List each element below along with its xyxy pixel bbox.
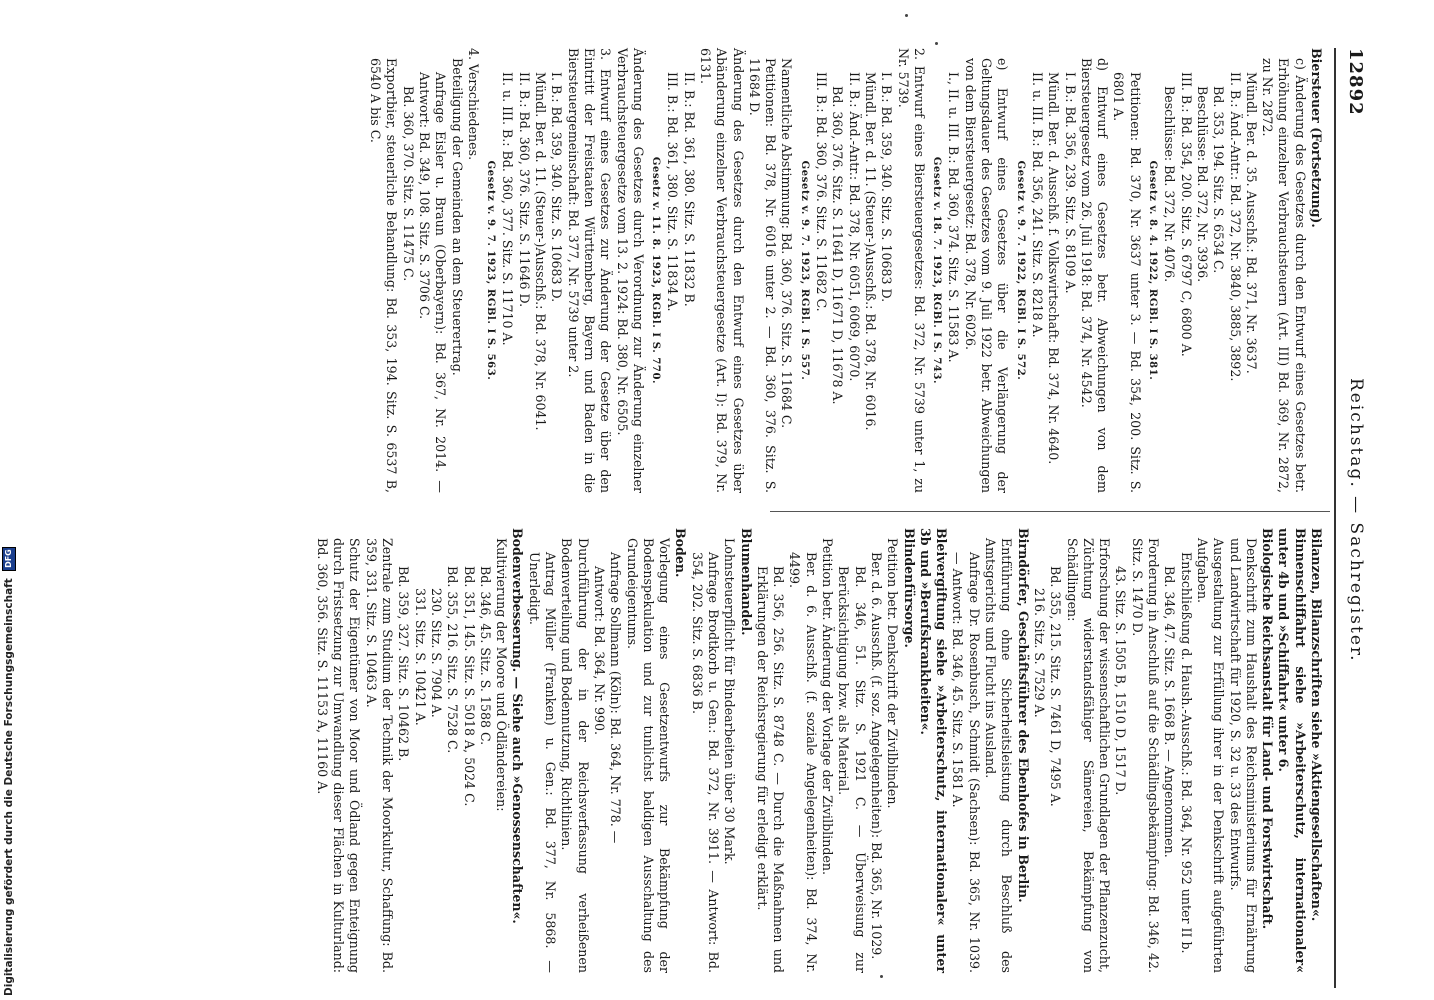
footer-text: Digitalisierung gefördert durch die Deutsche Forschungsgemeinschaft xyxy=(3,578,15,996)
index-entry: Beschlüsse: Bd. 372, Nr. 3936. xyxy=(1194,86,1210,283)
index-entry: Anfrage Sollmann (Köln): Bd. 364, Nr. 778. — xyxy=(608,552,624,844)
right-column xyxy=(314,528,1324,973)
index-entry: 43. Sitz. S. 1505 B, 1510 D, 1517 D. xyxy=(1113,566,1129,796)
index-entry: Kultivierung der Moore und Ödländereien: xyxy=(494,538,510,812)
index-entry: II. u. III. B.: Bd. 356, 241. Sitz. S. 8218 A. xyxy=(1029,72,1045,338)
index-entry: Bd. 360, 376. Sitz. S. 11641 D, 11671 D, 11678 A. xyxy=(830,86,846,405)
index-entry: Ber. d. 6. Ausschß. (f. soziale Angelegenheiten): Bd. 374, Nr. 4499. xyxy=(787,552,819,973)
index-entry: 216. Sitz. S. 7529 A. xyxy=(1031,588,1047,718)
index-entry: Bd. 360, 370. Sitz. S. 11475 C. xyxy=(400,86,416,282)
index-entry: c) Änderung des Gesetzes durch den Entwurf eines Gesetzes betr. Erhöhung einzelner Verbrauchsteuern (Art. III) Bd. 369, Nr. 2872, zu Nr. 2872. xyxy=(1260,58,1308,493)
index-entry: e) Entwurf eines Gesetzes über die Verlängerung der Geltungsdauer des Gesetzes vom 9. Juli 1922 betr. Abweichungen von dem Biersteuergesetz: Bd. 378, Nr. 6026. xyxy=(962,58,1011,493)
dfg-logo-icon: DFG xyxy=(2,547,16,571)
index-entry: II. B.: Bd. 361, 380. Sitz. S. 11832 B. xyxy=(681,72,697,307)
index-entry: Forderung in Anschluß auf die Schädlingsbekämpfung: Bd. 346, 42. Sitz. S. 1470 D. xyxy=(1129,538,1162,973)
index-heading-entry: Blindenfürsorge. xyxy=(901,528,917,648)
index-entry: Petition betr. Änderung der Vorlage der Zivilblinden. xyxy=(820,538,836,875)
index-entry: Erforschung der wissenschaftlichen Grundlagen der Pflanzenzucht, Züchtung widerstandsfähiger Sämereien, Bekämpfung von Schädlingen: xyxy=(1064,538,1113,973)
index-entry: 230. Sitz. S. 7904 A. xyxy=(428,588,444,718)
index-entry: d) Entwurf eines Gesetzes betr. Abweichungen von dem Biersteuergesetz vom 26. Juli 1918: Bd. 374, Nr. 4542. xyxy=(1078,58,1111,493)
law-citation: Gesetz v. 9. 7. 1922, RGBl. I S. 572. xyxy=(1014,160,1026,381)
index-entry: Lohnsteuerpflicht für Bindearbeiten über 30 Mark. xyxy=(722,538,738,865)
left-column xyxy=(367,48,1324,493)
index-entry: Bd. 356, 256. Sitz. S. 8748 C. — Durch die Maßnahmen und Erklärungen der Reichsregierung für erledigt erklärt. xyxy=(754,566,787,973)
index-entry: Bd. 351, 145. Sitz. S. 5018 A, 5024 C. xyxy=(461,566,477,807)
header-rule xyxy=(1335,48,1337,988)
index-entry: Mündl. Ber. d. Ausschß. f. Volkswirtschaft: Bd. 374, Nr. 4640. xyxy=(1046,72,1062,465)
index-entry: Bd. 355, 216. Sitz. S. 7528 C. xyxy=(445,566,461,754)
index-heading-entry: Binnenschiffahrt siehe »Arbeiterschutz, internationaler« unter 4b und »Schiffahrt« unter 6. xyxy=(1276,528,1308,973)
law-citation: Gesetz v. 9. 7. 1923, RGBl. I S. 563. xyxy=(485,160,497,381)
index-entry: Namentliche Abstimmung: Bd. 360, 376. Sitz. S. 11684 C. xyxy=(779,58,795,429)
index-entry: Anfrage Brodtkorb u. Gen.: Bd. 372, Nr. 3911. — Antwort: Bd. 354, 202. Sitz. S. 6836 B. xyxy=(689,552,722,973)
index-entry: Entschließung d. Haush.-Ausschß.: Bd. 364, Nr. 952 unter II b. xyxy=(1178,552,1194,954)
index-entry: III. B.: Bd. 361, 380. Sitz. S. 11834 A. xyxy=(665,72,681,312)
index-entry: Bd. 346, 45. Sitz. S. 1588 C. xyxy=(477,566,493,746)
index-entry: Exportbier, steuerliche Behandlung: Bd. 353, 194. Sitz. S. 6537 B, 6540 A bis C. xyxy=(368,58,400,493)
index-entry: Anfrage Dr. Rosenbusch, Schmidt (Sachsen): Bd. 365, Nr. 1039. — Antwort: Bd. 346, 45. Sitz. S. 1581 A. xyxy=(950,552,982,973)
index-entry: Zentrale zum Studium der Technik der Moorkultur, Schaffung: Bd. 359, 331. Sitz. S. 10463 A. xyxy=(363,538,396,973)
scan-speck xyxy=(880,975,883,978)
index-entry: Mündl. Ber. d. 11. (Steuer-)Ausschß.: Bd. 378, Nr. 6016. xyxy=(862,72,878,431)
index-entry: III. B.: Bd. 354, 200. Sitz. S. 6797 C, 6800 A. xyxy=(1178,72,1194,357)
law-citation: Gesetz v. 8. 4. 1922, RGBl. I S. 381. xyxy=(1147,160,1159,381)
index-heading-entry: Boden. xyxy=(673,528,689,578)
index-entry: Petitionen: Bd. 378, Nr. 6016 unter 2. — Bd. 360, 376. Sitz. S. 11684 D. xyxy=(746,58,779,493)
index-entry: Ausgestaltung zur Erfüllung ihrer in der Denkschrift aufgeführten Aufgaben. xyxy=(1194,538,1227,973)
index-entry: Mündl. Ber. d. 35. Ausschß.: Bd. 371, Nr. 3637. xyxy=(1243,72,1259,374)
index-entry: II. B.: Änd.-Antr.: Bd. 372, Nr. 3840, 3885, 3892. xyxy=(1227,72,1243,382)
index-entry: II. B.: Änd.-Antr.: Bd. 378, Nr. 6051, 6069, 6070. xyxy=(846,72,862,382)
index-entry: 4. Verschiedenes. xyxy=(465,48,481,161)
scan-speck xyxy=(905,14,908,17)
index-heading-entry: Birndörfer, Geschäftsführer des Ebenhofes in Berlin. xyxy=(1015,528,1031,903)
index-entry: Anfrage Eisler u. Braun (Oberbayern): Bd. 367, Nr. 2014. — Antwort: Bd. 349, 108. Sitz. S. 3706 C. xyxy=(416,72,449,493)
index-entry: 331. Sitz. S. 10421 A. xyxy=(412,588,428,726)
index-entry: 2. Entwurf eines Biersteuergesetzes: Bd. 372, Nr. 5739 unter 1, zu Nr. 5739. xyxy=(895,48,927,493)
index-entry: Beschlüsse: Bd. 372, Nr. 4076. xyxy=(1162,86,1178,283)
index-heading-entry: Bilanzen, Bilanzschriften siehe »Aktiengesellschaften«. xyxy=(1309,528,1324,922)
index-entry: Antrag Müller (Franken) u. Gen.: Bd. 377, Nr. 5868. — Unerledigt. xyxy=(526,552,559,973)
index-entry: I. B.: Bd. 356, 239. Sitz. S. 8109 A. xyxy=(1062,72,1078,294)
index-entry: Änderung des Gesetzes durch den Entwurf eines Gesetzes über Abänderung einzelner Verbrauchsteuergesetze (Art. I): Bd. 379, Nr. 6131. xyxy=(698,48,746,493)
running-title: Reichstag. — Sachregister. xyxy=(1346,378,1366,663)
index-heading-entry: Biersteuer (Fortsetzung). xyxy=(1309,48,1324,228)
index-entry: Mündl. Ber. d. 11. (Steuer-)Ausschß.: Bd. 378, Nr. 6041. xyxy=(533,72,549,431)
index-entry: Änderung des Gesetzes durch Verordnung zur Änderung einzelner Verbrauchsteuergesetze vom 13. 2. 1924: Bd. 380, Nr. 6505. xyxy=(614,48,646,493)
index-heading-entry: Blumenhandel. xyxy=(738,528,754,636)
page-header xyxy=(1336,48,1376,988)
index-entry: I., II. u. III. B.: Bd. 360, 374. Sitz. S. 11583 A. xyxy=(946,72,962,363)
index-entry: Bd. 346, 47. Sitz. S. 1668 B. — Angenommen. xyxy=(1162,566,1178,858)
index-entry: Bd. 355, 215. Sitz. S. 7461 D, 7495 A. xyxy=(1048,566,1064,807)
scanned-page xyxy=(36,48,1376,988)
index-heading-entry: Bleivergiftung siehe »Arbeiterschutz, internationaler« unter 3b und »Berufskrankheiten«. xyxy=(917,528,950,973)
law-citation: Gesetz v. 9. 7. 1923, RGBl. I S. 557. xyxy=(798,160,810,381)
index-entry: Petitionen: Bd. 370, Nr. 3637 unter 3. — Bd. 354, 200. Sitz. S. 6801 A. xyxy=(1111,72,1143,493)
index-entry: Ber. d. 6. Ausschß. (f. soz. Angelegenheiten): Bd. 365, Nr. 1029. xyxy=(868,552,884,960)
index-heading-entry: Biologische Reichsanstalt für Land- und Forstwirtschaft. xyxy=(1260,528,1276,930)
index-entry: II. B.: Bd. 360, 376. Sitz. S. 11646 D. xyxy=(516,72,532,308)
index-entry: I. B.: Bd. 359, 340. Sitz. S. 10683 D. xyxy=(879,72,895,303)
index-entry: Schutz der Eigentümer von Moor und Ödland gegen Enteignung durch Fristsetzung zur Umwandlung dieser Flächen in Kulturland: Bd. 360, 356. Sitz. S. 11153 A, 11160 A. xyxy=(314,538,363,973)
index-entry: Bd. 353, 194. Sitz. S. 6534 C. xyxy=(1211,86,1227,274)
law-citation: Gesetz v. 11. 8. 1923, RGBl. I S. 770. xyxy=(650,156,662,385)
index-entry: Petition betr. Denkschrift der Zivilblinden. xyxy=(885,538,901,809)
index-entry: I. B.: Bd. 359, 340. Sitz. S. 10683 D. xyxy=(549,72,565,303)
index-entry: Bd. 359, 327. Sitz. S. 10462 B. xyxy=(396,566,412,762)
column-divider xyxy=(770,511,1330,512)
scan-speck xyxy=(935,42,938,45)
index-entry: Denkschrift zum Haushalt des Reichsministeriums für Ernährung und Landwirtschaft für 1920, S. 32 u. 33 des Entwurfs. xyxy=(1227,538,1259,973)
index-entry: Antwort: Bd. 364, Nr. 990. xyxy=(591,566,607,736)
index-entry: Beteiligung der Gemeinden an dem Steuerertrag. xyxy=(449,58,465,376)
index-entry: II. u. III. B.: Bd. 360, 377. Sitz. S. 11710 A. xyxy=(500,72,516,346)
index-entry: Bd. 346, 51. Sitz. S. 1921 C. — Überweisung zur Berücksichtigung bzw. als Material. xyxy=(836,566,868,973)
index-entry: III. B.: Bd. 360, 376. Sitz. S. 11682 C. xyxy=(814,72,830,312)
index-entry: 3. Entwurf eines Gesetzes zur Änderung der Gesetze über den Eintritt der Freistaaten Württemberg, Bayern und Baden in die Biersteuergemeinschaft: Bd. 377, Nr. 5739 unter 2. xyxy=(565,48,614,493)
index-entry: Vorlegung eines Gesetzentwurfs zur Bekämpfung der Bodenspekulation und zur tunlichst baldigen Ausschaltung des Grundeigentums. xyxy=(624,538,673,973)
index-entry: Entführung ohne Sicherheitsleistung durch Beschluß des Amtsgerichts und Flucht ins Ausland. xyxy=(983,538,1015,973)
index-entry: Durchführung der in der Reichsverfassung verheißenen Bodenverteilung und Bodennutzung, Richtlinien. xyxy=(559,538,591,973)
footer-credit xyxy=(2,16,16,996)
index-heading-entry: Bodenverbesserung. — Siehe auch »Genossenschaften«. xyxy=(510,528,526,924)
law-citation: Gesetz v. 18. 7. 1923, RGBl. I S. 743. xyxy=(931,156,943,385)
page-number: 12892 xyxy=(1345,48,1366,116)
